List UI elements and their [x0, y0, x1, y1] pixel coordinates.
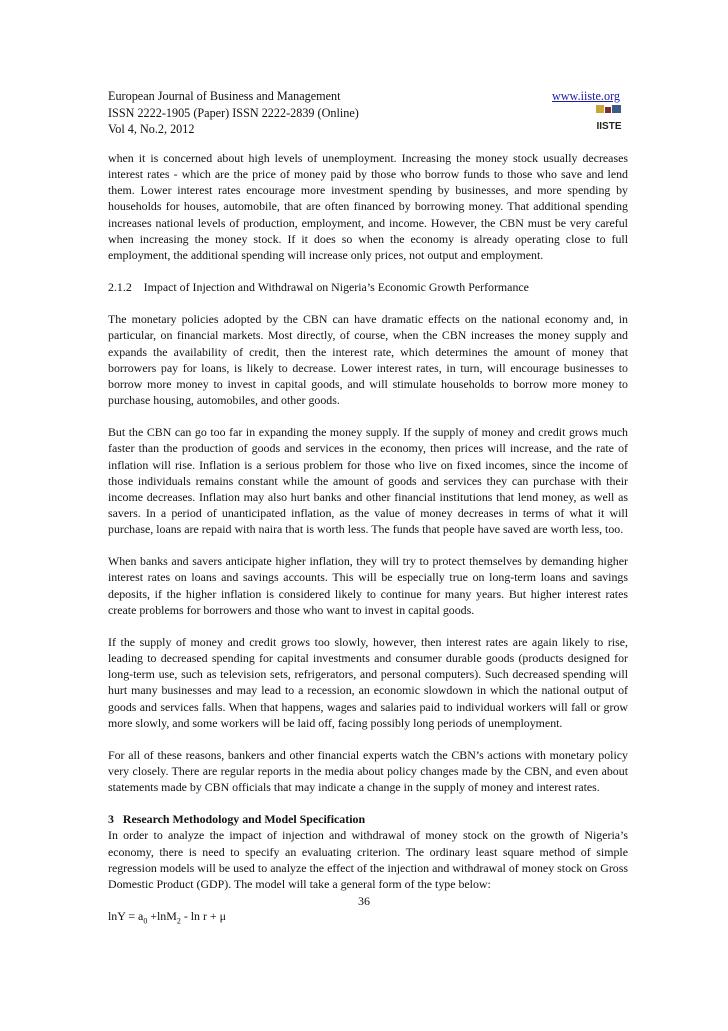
page-number: 36 — [358, 894, 370, 908]
paragraph-1: when it is concerned about high levels of unemployment. Increasing the money stock usually decreases interest rates - which are the price of money paid by those who borrow funds to those who save and lend them. Lower interest rates encourage more investment spending by businesses, and more spending by households for houses, automobile, that are often financed by borrowing money. That additional spending increases national levels of production, employment, and income. However, the CBN must be very careful when increasing the money stock. If it does so when the economy is already operating close to full employment, the additional spending will increase only prices, not output and employment. — [108, 151, 628, 262]
paragraph-6: For all of these reasons, bankers and other financial experts watch the CBN’s actions with monetary policy very closely. There are regular reports in the media about policy changes made by the CBN, and even about statements made by CBN officials that may indicate a change in the supply of money and interest rates. — [108, 747, 628, 795]
svg-text:IISTE: IISTE — [596, 121, 622, 132]
journal-title: European Journal of Business and Management — [108, 89, 341, 103]
paragraph-5: If the supply of money and credit grows too slowly, however, then interest rates are again likely to rise, leading to decreased spending for capital investments and consumer durable goods (products designed for long-term use, such as television sets, refrigerators, and personal computers). Such decreased spending will hurt many businesses and may lead to a recession, an economic slowdown in which the national output of goods and services falls. When that happens, wages and salaries paid to individual workers will fall or grow more slowly, and some workers will be laid off, facing possibly long periods of unemployment. — [108, 634, 628, 730]
paragraph-7: In order to analyze the impact of injection and withdrawal of money stock on the growth of Nigeria’s economy, there is need to specify an evaluating criterion. The ordinary least square method of simple regression models will be used to analyze the effect of the injection and withdrawal of money stock on Gross Domestic Product (GDP). The model will take a general form of the type below: — [108, 828, 628, 891]
article-body — [108, 150, 628, 930]
paragraph-4: When banks and savers anticipate higher inflation, they will try to protect themselves by demanding higher interest rates on loans and savings accounts. This will be especially true on long-term loans and savings deposits, if the higher inflation is considered likely to continue for many years. But higher interest rates create problems for borrowers and those who want to invest in capital goods. — [108, 554, 628, 617]
journal-url-link[interactable]: www.iiste.org — [551, 89, 620, 103]
journal-issn: ISSN 2222-1905 (Paper) ISSN 2222-2839 (Online) — [108, 105, 359, 120]
page-header — [108, 88, 628, 138]
section-3-heading: 3 Research Methodology and Model Specification — [108, 812, 366, 827]
paragraph-2: The monetary policies adopted by the CBN can have dramatic effects on the national economy and, in particular, on financial markets. Most directly, of course, when the CBN increases the money supply and expands the availability of credit, then the interest rate, which determines the amount of money that borrowers pay for loans, is likely to decrease. Lower interest rates, in turn, will encourage businesses to borrow more money to invest in capital goods, and will stimulate households to borrow more money to purchase housing, automobiles, and other goods. — [108, 312, 628, 408]
subsection-heading: 2.1.2 Impact of Injection and Withdrawal on Nigeria’s Economic Growth Performance — [108, 280, 529, 295]
iiste-logo — [594, 104, 624, 132]
paragraph-3: But the CBN can go too far in expanding the money supply. If the supply of money and credit grows much faster than the production of goods and services in the economy, then prices will increase, and the rate of inflation will rise. Inflation is a serious problem for those who live on fixed incomes, since the income of those individuals remains constant while the amount of goods and services they can purchase with their income decreases. Inflation may also hurt banks and other financial institutions that lend money, as well as savers. In a period of unanticipated inflation, as the value of money decreases in terms of what it will purchase, loans are repaid with naira that is worth less. The funds that people have saved are worth less, too. — [108, 425, 628, 537]
journal-volume: Vol 4, No.2, 2012 — [108, 122, 195, 136]
model-equation: $\ln Y = a_0 +\ln M_2 - \ln r + \mu$ — [108, 909, 226, 926]
